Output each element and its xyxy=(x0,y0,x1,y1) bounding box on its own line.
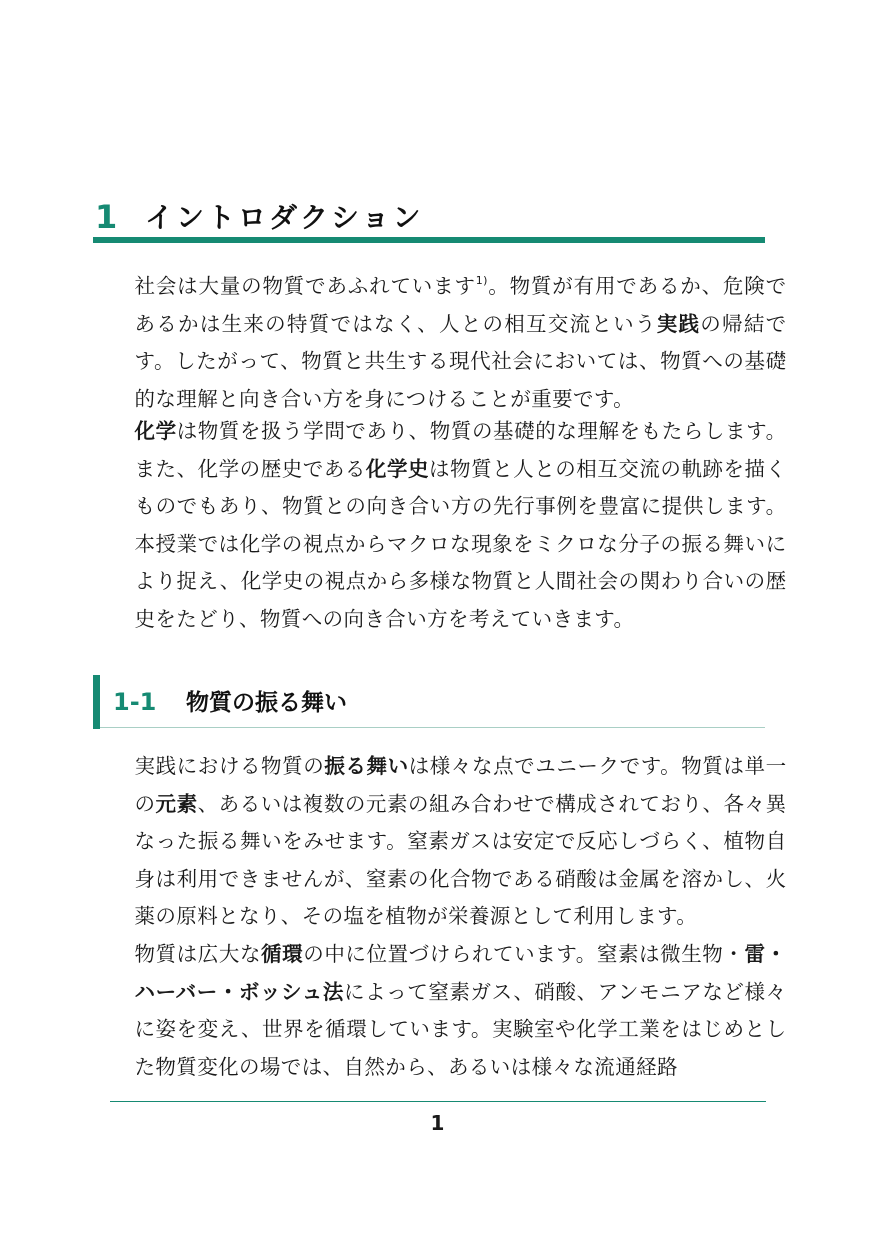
section-bar xyxy=(93,675,100,729)
body-paragraph-1 xyxy=(114,748,787,936)
text-run: の中に位置づけられています。窒素は微生物・ xyxy=(303,942,745,966)
text-run: 物質は広大な xyxy=(134,942,262,966)
intro-paragraph-1 xyxy=(114,262,787,418)
section-rule xyxy=(100,727,765,728)
keyword-behavior: 振る舞い xyxy=(324,754,409,778)
body-paragraph-2 xyxy=(114,936,787,1086)
text-run: は様々な点でユニークです。物質は単一の xyxy=(134,754,787,816)
text-run: 、あるいは複数の元素の組み合わせで構成されており、各々異なった振る舞いをみせます。窒素ガスは安定で反応しづらく、植物自身は利用できませんが、窒素の化合物である硝酸は金属を溶かし、火薬の原料となり、その塩を植物が栄養源として利用します。 xyxy=(134,791,787,929)
section-number: 1-1 xyxy=(113,688,157,716)
chapter-number: 1 xyxy=(95,198,118,236)
text-run: 実践における物質の xyxy=(134,754,325,778)
keyword-history-of-chemistry: 化学史 xyxy=(365,456,430,481)
keyword-element: 元素 xyxy=(155,791,198,816)
text-run: は物質と人との相互交流の軌跡を描くものでもあり、物質との向き合い方の先行事例を豊富に提供します。本授業では化学の視点からマクロな現象をミクロな分子の振る舞いにより捉え、化学史の視点から多様な物質と人間社会の関わり合いの歴史をたどり、物質への向き合い方を考えていきます。 xyxy=(134,456,787,631)
keyword-practice: 実践 xyxy=(656,311,701,336)
footnote-reference[interactable]: 1) xyxy=(475,274,488,287)
page-number: 1 xyxy=(430,1111,445,1135)
text-run: の帰結です。したがって、物質と共生する現代社会においては、物質への基礎的な理解と向き合い方を身につけることが重要です。 xyxy=(134,311,787,411)
keyword-haber-bosch: 雷・ハーバー・ボッシュ法 xyxy=(134,942,787,1004)
keyword-chemistry: 化学 xyxy=(134,419,177,443)
text-run: は物質を扱う学問であり、物質の基礎的な理解をもたらします。また、化学の歴史である xyxy=(134,419,787,481)
text-run: 。物質が有用であるか、危険であるかは生来の特質ではなく、人との相互交流という xyxy=(134,274,787,336)
section-title: 物質の振る舞い xyxy=(186,690,347,716)
text-run: によって窒素ガス、硝酸、アンモニアなど様々に姿を変え、世界を循環しています。実験室や化学工業をはじめとした物質変化の場では、自然から、あるいは様々な流通経路 xyxy=(134,979,787,1079)
chapter-title: イントロダクション xyxy=(145,201,424,234)
text-run: 社会は大量の物質であふれています xyxy=(134,274,476,298)
intro-paragraph-2 xyxy=(114,413,787,639)
chapter-heading xyxy=(93,193,765,245)
chapter-rule xyxy=(93,237,765,243)
keyword-cycle: 循環 xyxy=(261,942,304,966)
section-heading xyxy=(93,675,765,729)
footer-rule xyxy=(110,1101,766,1102)
